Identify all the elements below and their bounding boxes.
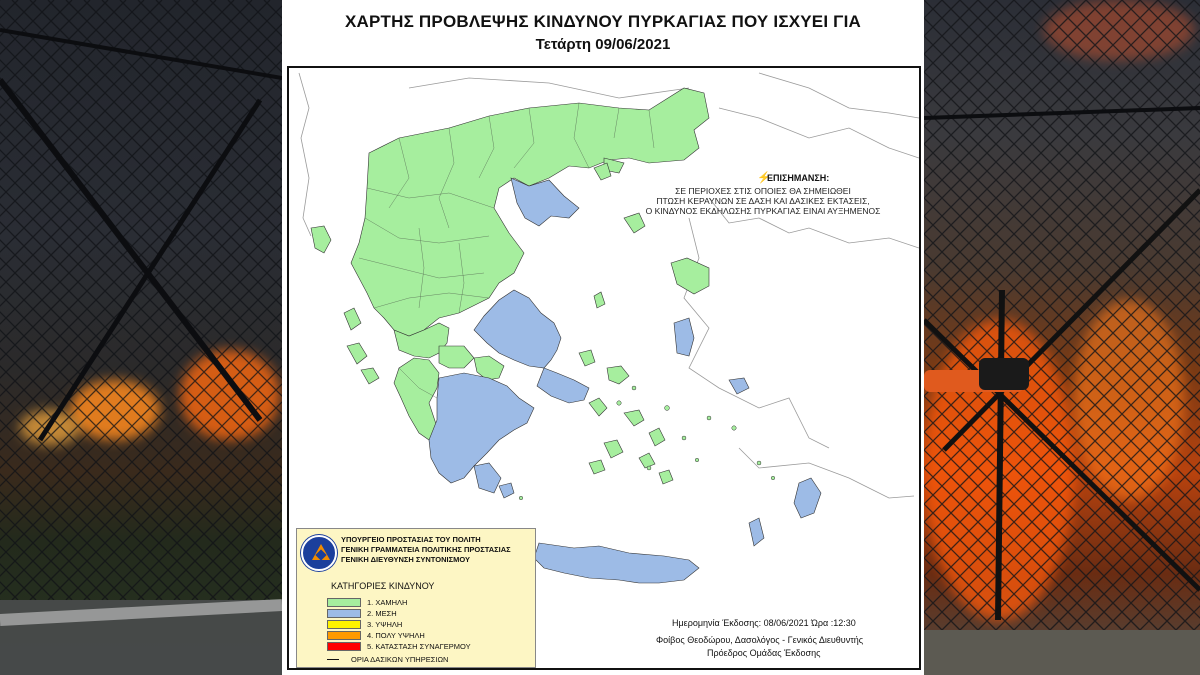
legend-item-medium: 2. ΜΕΣΗ	[327, 608, 397, 618]
note-title: ΕΠΙΣΗΜΑΝΣΗ:	[767, 173, 830, 183]
swatch-alert	[327, 642, 361, 651]
legend-item-very-high: 4. ΠΟΛΥ ΥΨΗΛΗ	[327, 630, 425, 640]
lightning-icon: ⚡	[757, 172, 771, 184]
categories-title: ΚΑΤΗΓΟΡΙΕΣ ΚΙΝΔΥΝΟΥ	[331, 581, 435, 591]
fence-grid-right	[924, 0, 1200, 675]
fence-grid	[0, 0, 282, 675]
small-islands	[519, 386, 775, 500]
note-line-1: ΣΕ ΠΕΡΙΟΧΕΣ ΣΤΙΣ ΟΠΟΙΕΣ ΘΑ ΣΗΜΕΙΩΘΕΙ	[675, 186, 851, 196]
map-date: Τετάρτη 09/06/2021	[535, 36, 671, 53]
author: Φοίβος Θεοδώρου, Δασολόγος - Γενικός Διευθυντής	[656, 635, 864, 645]
swatch-very-high	[327, 631, 361, 640]
swatch-low	[327, 598, 361, 607]
issue-date: Ημερομηνία Έκδοσης: 08/06/2021 Ώρα :12:30	[672, 618, 856, 628]
map-title: ΧΑΡΤΗΣ ΠΡΟΒΛΕΨΗΣ ΚΙΝΔΥΝΟΥ ΠΥΡΚΑΓΙΑΣ ΠΟΥ ΙΣΧΥΕΙ ΓΙΑ	[344, 12, 861, 31]
ministry-line-3: ΓΕΝΙΚΗ ΔΙΕΥΘΥΝΣΗ ΣΥΝΤΟΝΙΣΜΟΥ	[341, 555, 470, 564]
swatch-high	[327, 620, 361, 629]
background-photo-left	[0, 0, 282, 675]
map-frame	[287, 66, 921, 670]
legend-box	[296, 528, 536, 668]
legend-item-low: 1. ΧΑΜΗΛΗ	[327, 597, 407, 607]
fire-risk-map-panel	[282, 0, 924, 675]
background-photo-right	[924, 0, 1200, 675]
note-line-3: Ο ΚΙΝΔΥΝΟΣ ΕΚΔΗΛΩΣΗΣ ΠΥΡΚΑΓΙΑΣ ΕΙΝΑΙ ΑΥΞΗΜΕΝΟΣ	[645, 206, 881, 216]
ministry-line-1: ΥΠΟΥΡΓΕΙΟ ΠΡΟΣΤΑΣΙΑΣ ΤΟΥ ΠΟΛΙΤΗ	[341, 535, 481, 544]
civil-protection-logo	[301, 535, 337, 571]
legend-item-alert: 5. ΚΑΤΑΣΤΑΣΗ ΣΥΝΑΓΕΡΜΟΥ	[327, 641, 471, 651]
legend-item-high: 3. ΥΨΗΛΗ	[327, 619, 402, 629]
legend-item-boundaries: ΟΡΙΑ ΔΑΣΙΚΩΝ ΥΠΗΡΕΣΙΩΝ	[327, 655, 448, 664]
swatch-medium	[327, 609, 361, 618]
boundary-line-symbol	[327, 659, 339, 660]
ministry-line-2: ΓΕΝΙΚΗ ΓΡΑΜΜΑΤΕΙΑ ΠΟΛΙΤΙΚΗΣ ΠΡΟΣΤΑΣΙΑΣ	[341, 545, 511, 554]
author-role: Πρόεδρος Ομάδας Έκδοσης	[707, 648, 821, 658]
note-line-2: ΠΤΩΣΗ ΚΕΡΑΥΝΩΝ ΣΕ ΔΑΣΗ ΚΑΙ ΔΑΣΙΚΕΣ ΕΚΤΑΣΕΙΣ,	[656, 196, 870, 206]
